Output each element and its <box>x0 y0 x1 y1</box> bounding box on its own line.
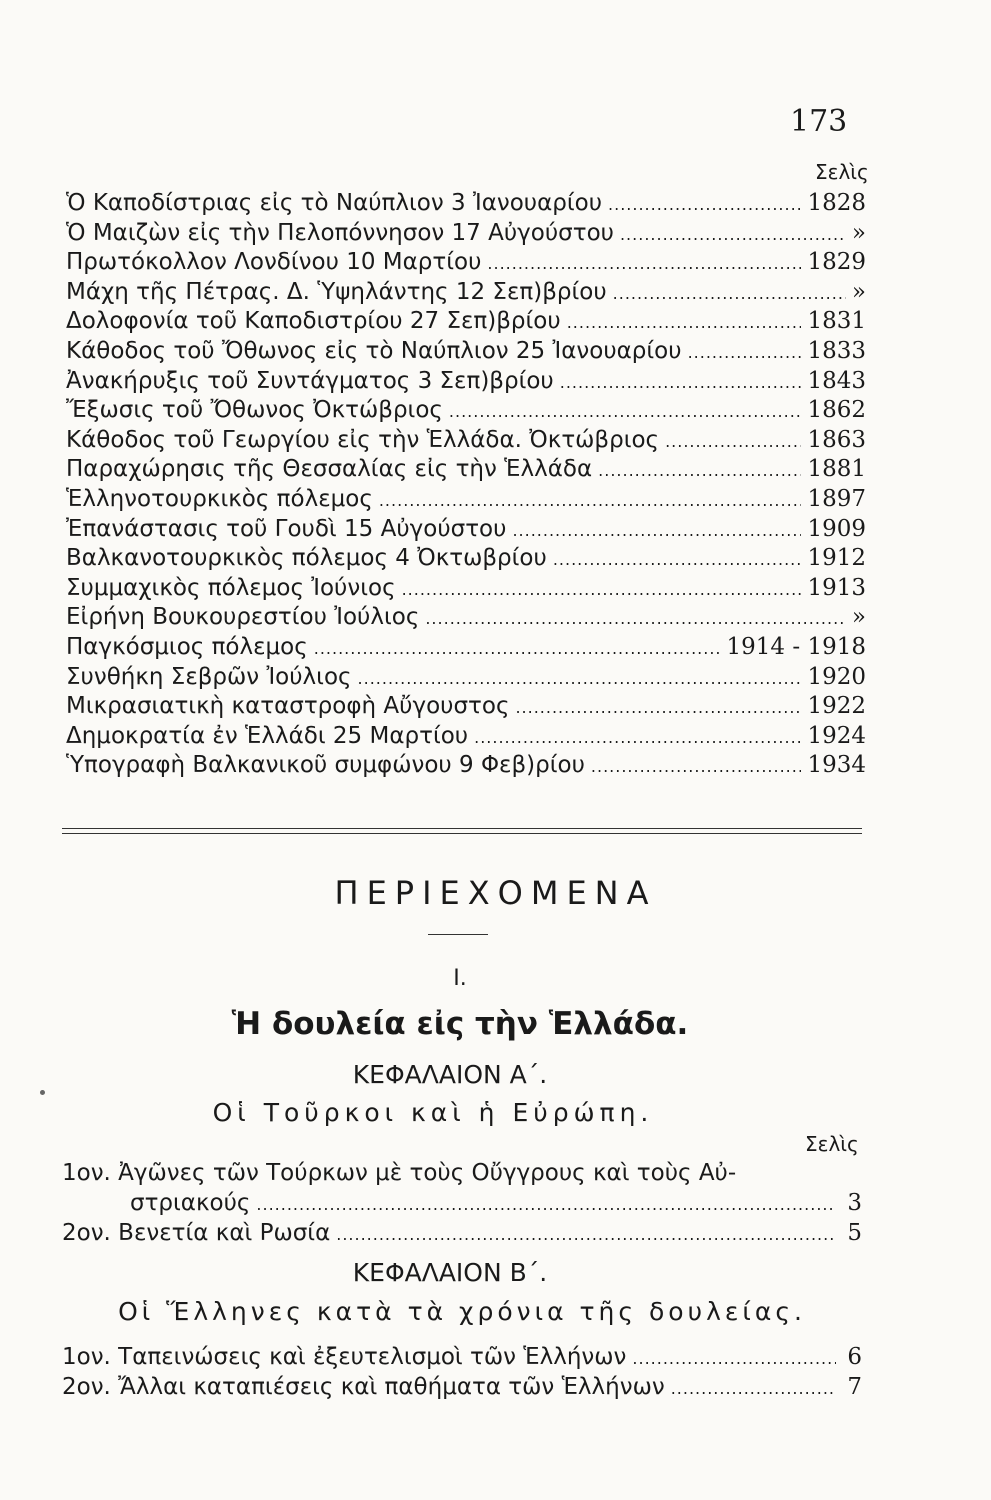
leader-dots <box>688 343 802 362</box>
event-year: 1913 <box>807 574 866 601</box>
event-label: Συμμαχικὸς πόλεμος Ἰούνιος <box>66 574 396 601</box>
event-label: Πρωτόκολλον Λονδίνου 10 Μαρτίου <box>66 249 482 276</box>
leader-dots <box>632 1349 836 1368</box>
event-label: Ἑλληνοτουρκικὸς πόλεμος <box>66 485 373 512</box>
event-label: Κάθοδος τοῦ Γεωργίου εἰς τὴν Ἑλλάδα. Ὀκτώβριος <box>66 426 660 453</box>
toc-entry-label: 2ον. Βενετία καὶ Ρωσία <box>62 1220 331 1246</box>
event-year: 1862 <box>807 397 866 424</box>
chapter-b-heading: ΚΕΦΑΛΑΙΟΝ Β΄. <box>352 1258 548 1287</box>
toc-entry <box>62 1220 862 1250</box>
contents-title: ΠΕΡΙΕΧΟΜΕΝΑ <box>334 874 657 912</box>
event-year: 1924 <box>807 722 866 749</box>
chapter-a-entries <box>62 1160 862 1250</box>
part-title: Ἡ δουλεία εἰς τὴν Ἑλλάδα. <box>231 1006 689 1042</box>
leader-dots <box>567 313 802 332</box>
event-year: » <box>851 604 866 631</box>
event-label: Παγκόσμιος πόλεμος <box>66 633 308 660</box>
chronology-row <box>66 397 866 427</box>
event-label: Ἔξωσις τοῦ Ὄθωνος Ὀκτώβριος <box>66 397 443 424</box>
leader-dots <box>379 491 802 510</box>
leader-dots <box>425 609 846 628</box>
event-year: 1881 <box>807 456 866 483</box>
leader-dots <box>336 1225 836 1244</box>
event-label: Δολοφονία τοῦ Καποδιστρίου 27 Σεπ)βρίου <box>66 308 561 335</box>
dates-column-head: Σελὶς <box>815 160 869 184</box>
toc-entry-label: 1ον. Ἀγῶνες τῶν Τούρκων μὲ τοὺς Οὔγγρους καὶ τοὺς Αὐ- <box>62 1160 737 1186</box>
chronology-row <box>66 752 866 782</box>
chronology-row <box>66 664 866 694</box>
chronology-row <box>66 456 866 486</box>
toc-entry-label: στριακούς <box>130 1190 251 1216</box>
leader-dots <box>358 669 802 688</box>
event-year: 1934 <box>807 752 866 779</box>
event-year: 1828 <box>807 190 866 216</box>
chronology-row <box>66 634 866 664</box>
event-year: 1897 <box>807 485 866 512</box>
event-label: Δημοκρατία ἐν Ἑλλάδι 25 Μαρτίου <box>66 722 469 749</box>
toc-page-number: 3 <box>847 1190 862 1216</box>
part-number: I. <box>453 966 467 991</box>
toc-page-number: 7 <box>847 1374 862 1400</box>
chapter-a-heading: ΚΕΦΑΛΑΙΟΝ Α΄. <box>352 1060 548 1089</box>
event-label: Ὁ Καποδίστριας εἰς τὸ Ναύπλιον 3 Ἰανουαρίου <box>66 190 603 216</box>
chronology-row <box>66 279 866 309</box>
event-year: » <box>851 278 866 305</box>
event-year: 1829 <box>807 249 866 276</box>
event-year: 1831 <box>807 308 866 335</box>
event-label: Ἐπανάστασις τοῦ Γουδὶ 15 Αὐγούστου <box>66 515 507 542</box>
chronology-row <box>66 723 866 753</box>
event-year: 1863 <box>807 426 866 453</box>
chapter-b-entries <box>62 1344 862 1404</box>
leader-dots <box>560 373 802 392</box>
event-year: 1912 <box>807 545 866 572</box>
leader-dots <box>474 728 801 747</box>
chronology-row <box>66 486 866 516</box>
leader-dots <box>553 550 802 569</box>
leader-dots <box>608 195 801 214</box>
event-label: Παραχώρησις τῆς Θεσσαλίας εἰς τὴν Ἑλλάδα <box>66 456 593 483</box>
chronology-row <box>66 427 866 457</box>
chronology-row <box>66 368 866 398</box>
chronology-row <box>66 249 866 279</box>
toc-entry <box>62 1160 862 1190</box>
event-year: 1914 - 1918 <box>726 633 866 660</box>
chronology-row <box>66 693 866 723</box>
event-label: Συνθήκη Σεβρῶν Ἰούλιος <box>66 663 352 690</box>
leader-dots <box>512 521 801 540</box>
toc-entry-label: 2ον. Ἄλλαι καταπιέσεις καὶ παθήματα τῶν Ἑλλήνων <box>62 1374 665 1400</box>
event-label: Μικρασιατικὴ καταστροφὴ Αὔγουστος <box>66 693 510 720</box>
leader-dots <box>314 639 721 658</box>
leader-dots <box>256 1195 836 1214</box>
chronology-row <box>66 604 866 634</box>
chapter-a-column-head: Σελὶς <box>805 1132 859 1156</box>
chronology-row <box>66 220 866 250</box>
leader-dots <box>591 757 802 776</box>
event-label: Ἀνακήρυξις τοῦ Συντάγματος 3 Σεπ)βρίου <box>66 367 554 394</box>
toc-entry <box>62 1344 862 1374</box>
toc-entry-label: 1ον. Ταπεινώσεις καὶ ἐξευτελισμοὶ τῶν Ἑλλήνων <box>62 1344 627 1370</box>
event-label: Μάχη τῆς Πέτρας. Δ. Ὑψηλάντης 12 Σεπ)βρίου <box>66 278 607 305</box>
toc-page-number: 6 <box>847 1344 862 1370</box>
leader-dots <box>449 402 802 421</box>
toc-entry <box>62 1374 862 1404</box>
leader-dots <box>671 1379 836 1398</box>
chronology-row <box>66 545 866 575</box>
event-label: Εἰρήνη Βουκουρεστίου Ἰούλιος <box>66 604 420 631</box>
chronology-row <box>66 308 866 338</box>
chronology-row <box>66 575 866 605</box>
event-label: Κάθοδος τοῦ Ὄθωνος εἰς τὸ Ναύπλιον 25 Ἰανουαρίου <box>66 337 682 364</box>
page-number: 173 <box>790 104 848 139</box>
chapter-b-subtitle: Οἱ Ἕλληνες κατὰ τὰ χρόνια τῆς δουλείας. <box>118 1297 806 1326</box>
short-rule-divider <box>428 934 488 935</box>
event-year: 1920 <box>807 663 866 690</box>
chronology-row <box>66 338 866 368</box>
leader-dots <box>613 284 846 303</box>
toc-page-number: 5 <box>847 1220 862 1246</box>
event-year: 1909 <box>807 515 866 542</box>
chronology-row <box>66 190 866 220</box>
event-label: Βαλκανοτουρκικὸς πόλεμος 4 Ὀκτωβρίου <box>66 545 547 572</box>
event-year: 1843 <box>807 367 866 394</box>
event-year: » <box>851 219 866 246</box>
event-year: 1833 <box>807 337 866 364</box>
chronology-list <box>66 190 866 782</box>
ink-spot <box>40 1090 45 1095</box>
leader-dots <box>620 225 846 244</box>
leader-dots <box>402 580 802 599</box>
leader-dots <box>515 698 801 717</box>
toc-entry-continuation <box>62 1190 862 1220</box>
chronology-row <box>66 516 866 546</box>
event-year: 1922 <box>807 693 866 720</box>
leader-dots <box>598 461 801 480</box>
leader-dots <box>487 254 801 273</box>
event-label: Ὑπογραφὴ Βαλκανικοῦ συμφώνου 9 Φεβ)ρίου <box>66 752 585 779</box>
leader-dots <box>665 432 801 451</box>
event-label: Ὁ Μαιζὼν εἰς τὴν Πελοπόννησον 17 Αὐγούστου <box>66 219 614 246</box>
double-rule-divider <box>62 828 862 834</box>
chapter-a-subtitle: Οἱ Τοῦρκοι καὶ ἡ Εὐρώπη. <box>212 1098 654 1127</box>
